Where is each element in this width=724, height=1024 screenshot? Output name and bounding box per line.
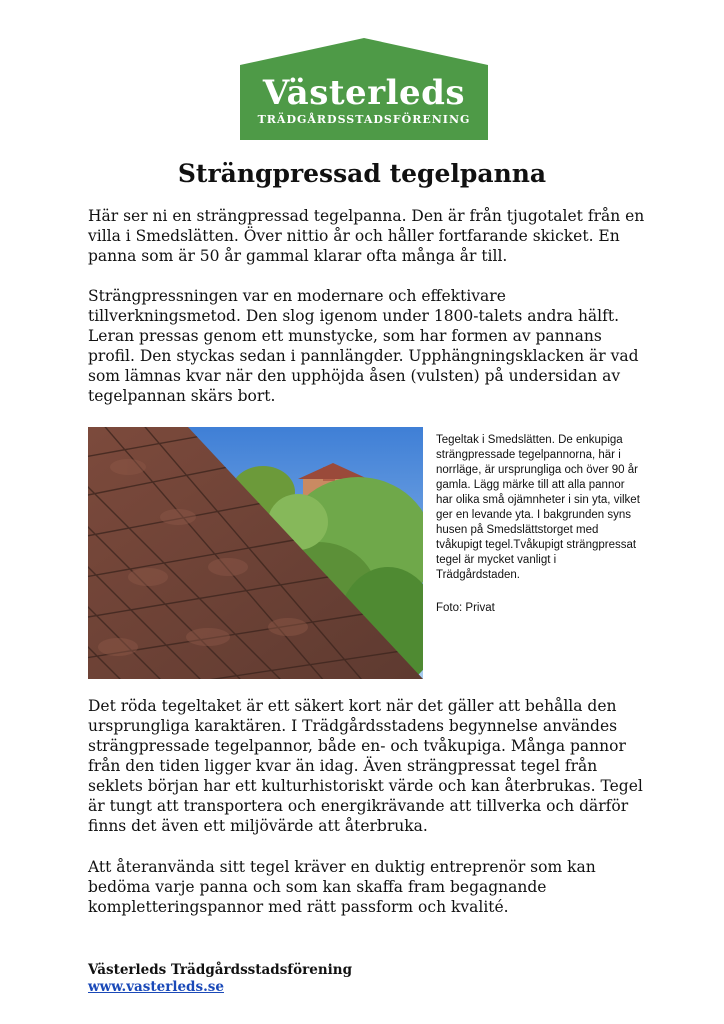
- roof-tile-photo: [88, 427, 423, 679]
- logo-name: Västerleds: [262, 73, 466, 113]
- footer-website-link[interactable]: www.vasterleds.se: [88, 979, 224, 995]
- footer-organization: Västerleds Trädgårdsstadsförening: [88, 962, 353, 978]
- intro-paragraph: Här ser ni en strängpressad tegelpanna. Den är från tjugotalet från en villa i Smedslätten. Över nittio år och håller fortfarande skicket. En panna som är 50 år gammal klarar ofta många år till.: [88, 207, 645, 265]
- photo-credit: Foto: Privat: [436, 602, 495, 614]
- logo: [240, 38, 488, 140]
- photo-caption: Tegeltak i Smedslätten. De enkupiga strängpressade tegelpannorna, här i norrläge, är ursprungliga och över 90 år gamla. Lägg märke till att alla pannor har olika små ojämnheter i sin yta, vilket ger en levande yta. I bakgrunden syns husen på Smedslättstorget med tvåkupigt tegel.Tvåkupigt strängpressat tegel är mycket vanligt i Trädgårdstaden.: [436, 434, 640, 581]
- heritage-paragraph: Det röda tegeltaket är ett säkert kort när det gäller att behålla den ursprungliga karaktären. I Trädgårdsstadens begynnelse användes strängpressade tegelpannor, både en- och tvåkupiga. Många pannor från den tiden ligger kvar än idag. Även strängpressat tegel från seklets början har ett kulturhistoriskt värde och kan återbrukas. Tegel är tungt att transportera och energikrävande att tillverka och därför finns det även ett miljövärde att återbruka.: [88, 697, 643, 835]
- reuse-paragraph: Att återanvända sitt tegel kräver en duktig entreprenör som kan bedöma varje panna och som kan skaffa fram begagnande kompletteringspannor med rätt passform och kvalité.: [88, 858, 596, 916]
- logo-subtitle: TRÄDGÅRDSSTADSFÖRENING: [257, 113, 471, 126]
- page-title: Strängpressad tegelpanna: [177, 159, 547, 188]
- method-paragraph: Strängpressningen var en modernare och effektivare tillverkningsmetod. Den slog igenom under 1800-talets andra hälft. Leran pressas genom ett munstycke, som har formen av pannans profil. Den styckas sedan i pannlängder. Upphängningsklacken är vad som lämnas kvar när den upphöjda åsen (vulsten) på undersidan av tegelpannan skärs bort.: [88, 287, 639, 405]
